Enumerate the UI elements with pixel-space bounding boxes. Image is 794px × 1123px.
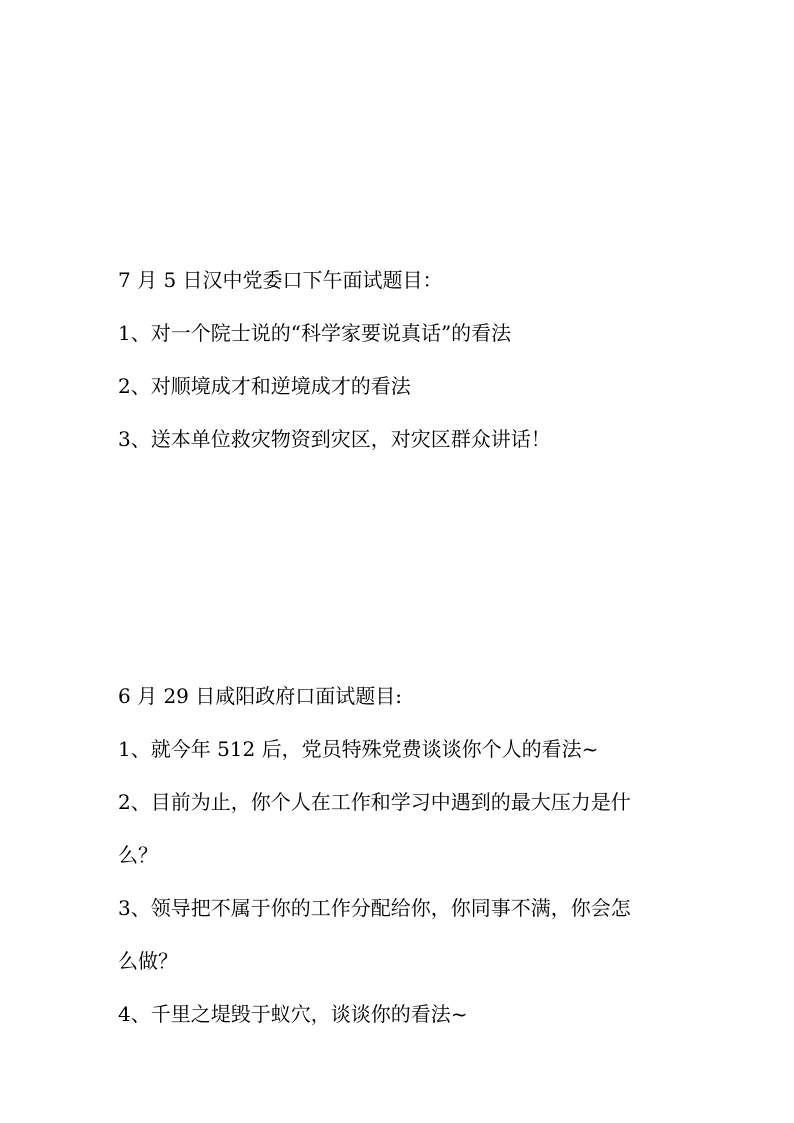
question-line: 4、千里之堤毁于蚁穴，谈谈你的看法~: [118, 1002, 468, 1026]
section-heading: 6 月 29 日咸阳政府口面试题目:: [118, 684, 402, 708]
question-line: 3、领导把不属于你的工作分配给你，你同事不满，你会怎: [118, 896, 631, 920]
question-item: 2、对顺境成才和逆境成才的看法: [118, 374, 411, 398]
question-line: 2、目前为止，你个人在工作和学习中遇到的最大压力是什: [118, 790, 631, 814]
section-heading: 7 月 5 日汉中党委口下午面试题目：: [118, 268, 443, 292]
interview-section-xianyang: [118, 683, 678, 1028]
question-line: 么做？: [118, 949, 178, 973]
question-line: 1、就今年 512 后，党员特殊党费谈谈你个人的看法~: [118, 737, 599, 761]
question-item: 1、对一个院士说的“科学家要说真话”的看法: [118, 321, 512, 345]
question-line: 么？: [118, 843, 158, 867]
interview-section-hanzhong: [118, 267, 678, 453]
question-item: 3、送本单位救灾物资到灾区，对灾区群众讲话！: [118, 427, 551, 451]
